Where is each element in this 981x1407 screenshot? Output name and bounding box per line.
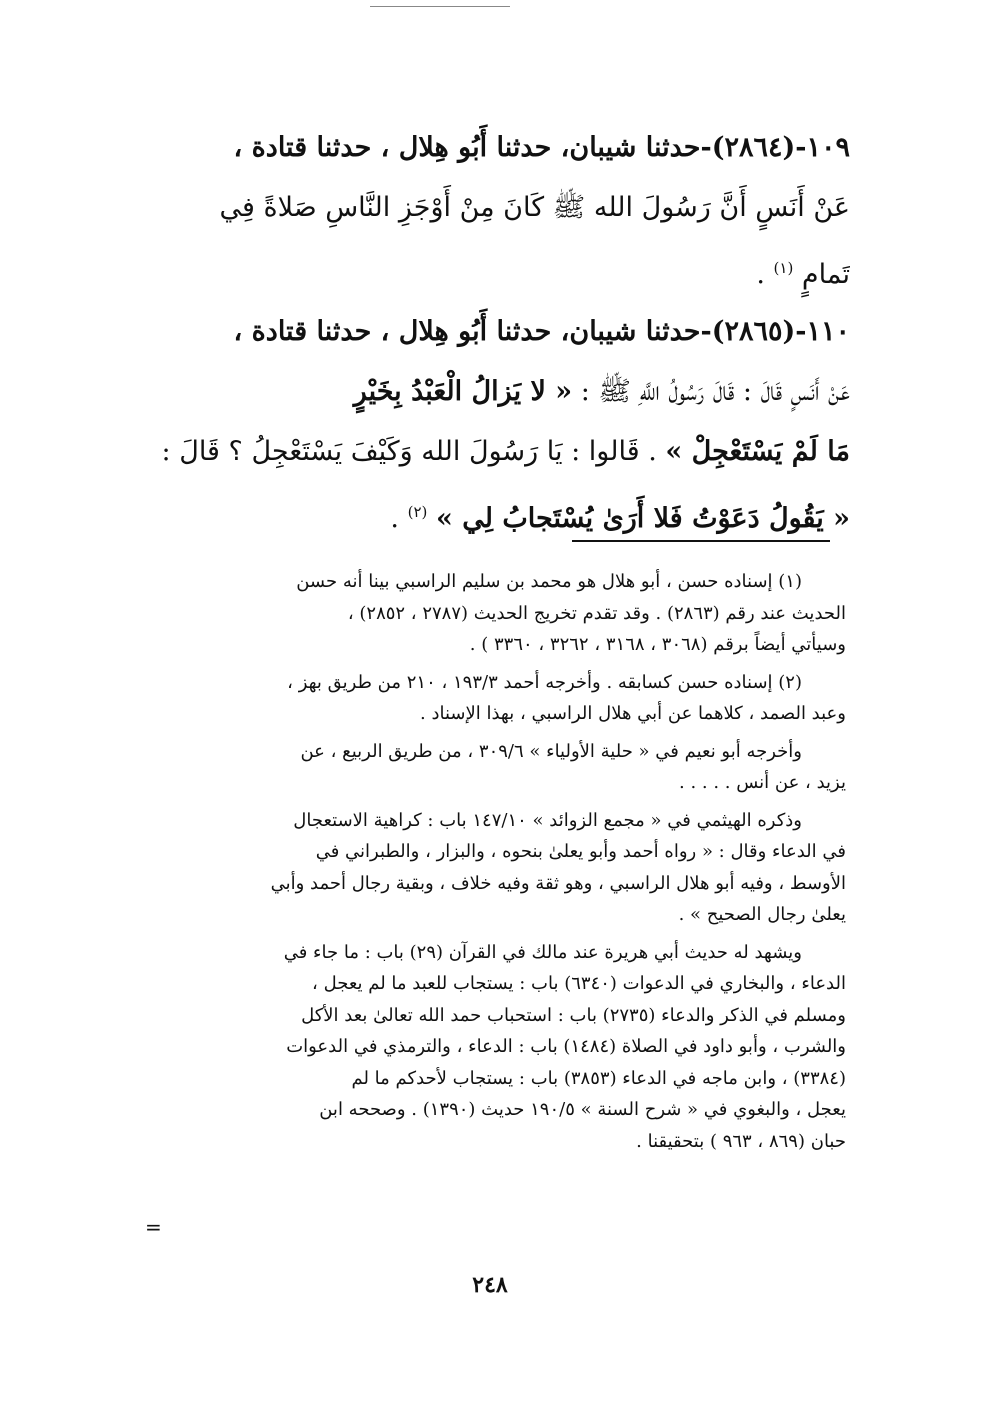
hadith-109-line-2: عَنْ أَنَسٍ أَنَّ رَسُولَ الله ﷺ كَانَ مِنْ أَوْجَزِ النَّاسِ صَلاةً فِي — [219, 192, 850, 223]
footnote-line: وعبد الصمد ، كلاهما عن أبي هلال الراسبي ، بهذا الإسناد . — [420, 703, 846, 724]
footnote-ref-1[interactable]: (١) — [773, 259, 794, 277]
footnote-line: (٣٣٨٤) ، وابن ماجه في الدعاء (٣٨٥٣) باب : يستجاب لأحدكم ما لم — [351, 1067, 846, 1089]
hadith-109-line-3: تَمامٍ $^{(١)}$ . — [756, 259, 850, 290]
hadith-110-line-2: عَنْ أَنَسٍ قَالَ : قَالَ رَسُولُ اللَّهِ ﷺ : « لا يَزالُ الْعَبْدُ بِخَيْرٍ — [353, 376, 850, 407]
footnote-line: الأوسط ، وفيه أبو هلال الراسبي ، وهو ثقة وفيه خلاف ، وبقية رجال أحمد وأبي — [270, 872, 846, 894]
hadith-109-line-1: ١٠٩-(٢٨٦٤)-حدثنا شيبان، حدثنا أَبُو هِلال ، حدثنا قتادة ، — [233, 132, 850, 163]
footnote-line: وسيأتي أيضاً برقم (٣٠٦٨ ، ٣١٦٨ ، ٣٢٦٢ ، ٣٣٦٠ ) . — [469, 634, 846, 655]
footnote-line: في الدعاء وقال : « رواه أحمد وأبو يعلىٰ بنحوه ، والبزار ، والطبراني في — [315, 841, 846, 862]
footnote-line: ومسلم في الذكر والدعاء (٢٧٣٥) باب : استحباب حمد الله تعالىٰ بعد الأكل — [301, 1004, 846, 1026]
page-number: ٢٤٨ — [472, 1272, 508, 1298]
continuation-mark: = — [145, 1215, 162, 1239]
footnote-line: (١) إسناده حسن ، أبو هلال هو محمد بن سليم الراسبي بينا أنه حسن — [296, 571, 802, 592]
footnote-line: يعلىٰ رجال الصحيح » . — [678, 904, 846, 925]
footnote-line: وأخرجه أبو نعيم في « حلية الأولياء » ٣٠٩/٦ ، من طريق الربيع ، عن — [300, 740, 802, 762]
footnote-ref-2[interactable]: (٢) — [407, 503, 428, 521]
footnote-line: حبان (٨٦٩ ، ٩٦٣ ) بتحقيقنا . — [636, 1130, 846, 1152]
hadith-110-line-1: ١١٠-(٢٨٦٥)-حدثنا شيبان، حدثنا أَبُو هِلال ، حدثنا قتادة ، — [233, 316, 850, 347]
footnote-line: الحديث عند رقم (٢٨٦٣) . وقد تقدم تخريج الحديث (٢٧٨٧ ، ٢٨٥٢) ، — [347, 602, 846, 624]
footnote-separator — [572, 540, 830, 542]
footnote-line: يزيد ، عن أنس . . . . . — [679, 772, 846, 793]
footnote-line: ويشهد له حديث أبي هريرة عند مالك في القرآن (٢٩) باب : ما جاء في — [283, 941, 802, 963]
hadith-110-line-3: مَا لَمْ يَسْتَعْجِلْ » . قَالوا : يَا رَسُولَ الله وَكَيْفَ يَسْتَعْجِلُ ؟ قَالَ : — [161, 436, 850, 467]
footnotes — [130, 566, 846, 1157]
footnote-line: والشرب ، وأبو داود في الصلاة (١٤٨٤) باب : الدعاء ، والترمذي في الدعوات — [286, 1036, 846, 1057]
footnote-line: (٢) إسناده حسن كسابقه . وأخرجه أحمد ١٩٣/٣ ، ٢١٠ من طريق بهز ، — [287, 671, 802, 693]
main-text — [128, 118, 850, 542]
hadith-110-line-4: « يَقُولُ دَعَوْتُ فَلا أَرَىٰ يُسْتَجابُ لِي » $^{(٢)}$ . — [390, 503, 850, 534]
top-rule — [370, 6, 510, 7]
footnote-line: الدعاء ، والبخاري في الدعوات (٦٣٤٠) باب : يستجاب للعبد ما لم يعجل ، — [312, 973, 846, 994]
footnote-line: وذكره الهيثمي في « مجمع الزوائد » ١٤٧/١٠ باب : كراهية الاستعجال — [293, 809, 802, 831]
footnote-line: يعجل ، والبغوي في « شرح السنة » ١٩٠/٥ حديث (١٣٩٠) . وصححه ابن — [319, 1099, 846, 1120]
